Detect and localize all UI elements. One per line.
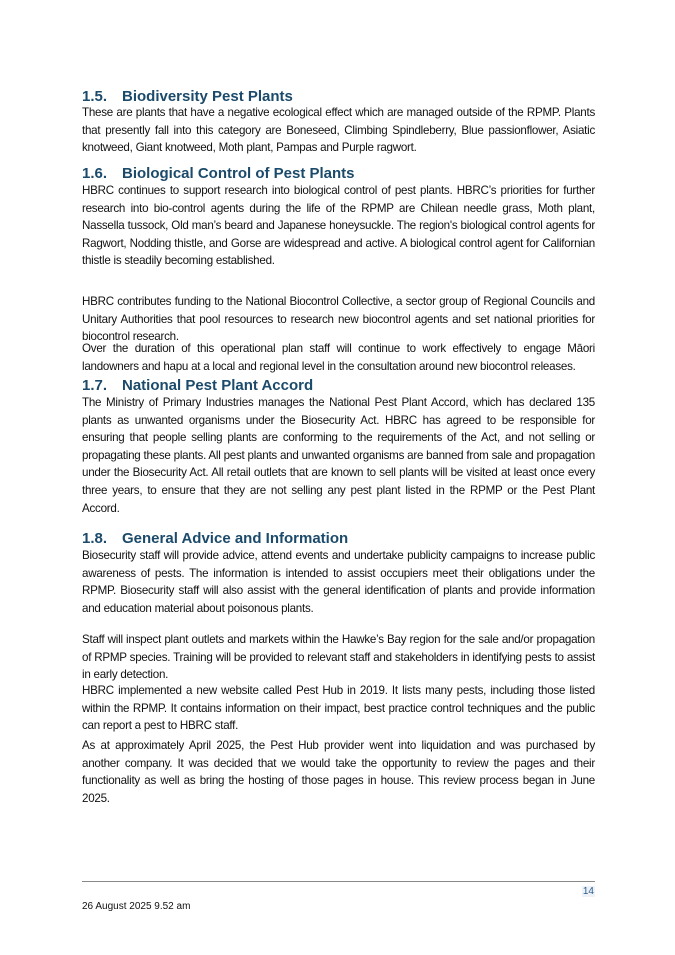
heading-1-6: 1.6. Biological Control of Pest Plants	[82, 165, 355, 182]
heading-1-8: 1.8. General Advice and Information	[82, 530, 349, 547]
paragraph: Staff will inspect plant outlets and markets within the Hawke’s Bay region for the sale and/or propagation of RPMP species. Training will be provided to relevant staff and stakeholders in identifying pests to assist in early detection.	[82, 633, 595, 682]
paragraph: These are plants that have a negative ecological effect which are managed outside of the RPMP. Plants that presently fall into this category are Boneseed, Climbing Spindleberry, Blue passionflower, Asiatic knotweed, Giant knotweed, Moth plant, Pampas and Purple ragwort.	[82, 106, 595, 155]
footer-divider	[82, 881, 595, 882]
paragraph: As at approximately April 2025, the Pest Hub provider went into liquidation and was purchased by another company. It was decided that we would take the opportunity to review the pages and their functionality as well as bring the hosting of those pages in house. This review process began in June 2025.	[82, 739, 595, 805]
heading-1-7: 1.7. National Pest Plant Accord	[82, 377, 314, 394]
paragraph: The Ministry of Primary Industries manages the National Pest Plant Accord, which has declared 135 plants as unwanted organisms under the Biosecurity Act. HBRC has agreed to be responsible for ensuring that people selling plants are conforming to the requirements of the Act, and not selling or propagating these plants. All pest plants and unwanted organisms are banned from sale and propagation under the Biosecurity Act. All retail outlets that are known to sell plants will be visited at least once every three years, to ensure that they are not selling any pest plant listed in the RPMP or the Pest Plant Accord.	[82, 396, 595, 515]
paragraph: HBRC contributes funding to the National Biocontrol Collective, a sector group of Regional Councils and Unitary Authorities that pool resources to research new biocontrol agents and set national priorities for biocontrol research.	[82, 295, 595, 344]
heading-1-5: 1.5. Biodiversity Pest Plants	[82, 88, 293, 105]
paragraph: HBRC continues to support research into biological control of pest plants. HBRC’s priorities for further research into bio-control agents during the life of the RPMP are Chilean needle grass, Moth plant, Nassella tussock, Old man’s beard and Japanese honeysuckle. The region's biological control agents for Ragwort, Nodding thistle, and Gorse are widespread and active. A biological control agent for Californian thistle is steadily becoming established.	[82, 184, 595, 268]
paragraph: HBRC implemented a new website called Pest Hub in 2019. It lists many pests, including those listed within the RPMP. It contains information on their impact, best practice control techniques and the public can report a pest to HBRC staff.	[82, 684, 595, 733]
paragraph: Biosecurity staff will provide advice, attend events and undertake publicity campaigns to increase public awareness of pests. The information is intended to assist occupiers meet their obligations under the RPMP. Biosecurity staff will also assist with the general identification of plants and provide information and education material about poisonous plants.	[82, 549, 595, 615]
footer-date: 26 August 2025 9.52 am	[82, 901, 191, 912]
paragraph: Over the duration of this operational plan staff will continue to work effectively to engage Māori landowners and hapu at a local and regional level in the consultation around new biocontrol releases.	[82, 342, 595, 373]
page-number: 14	[582, 886, 594, 897]
